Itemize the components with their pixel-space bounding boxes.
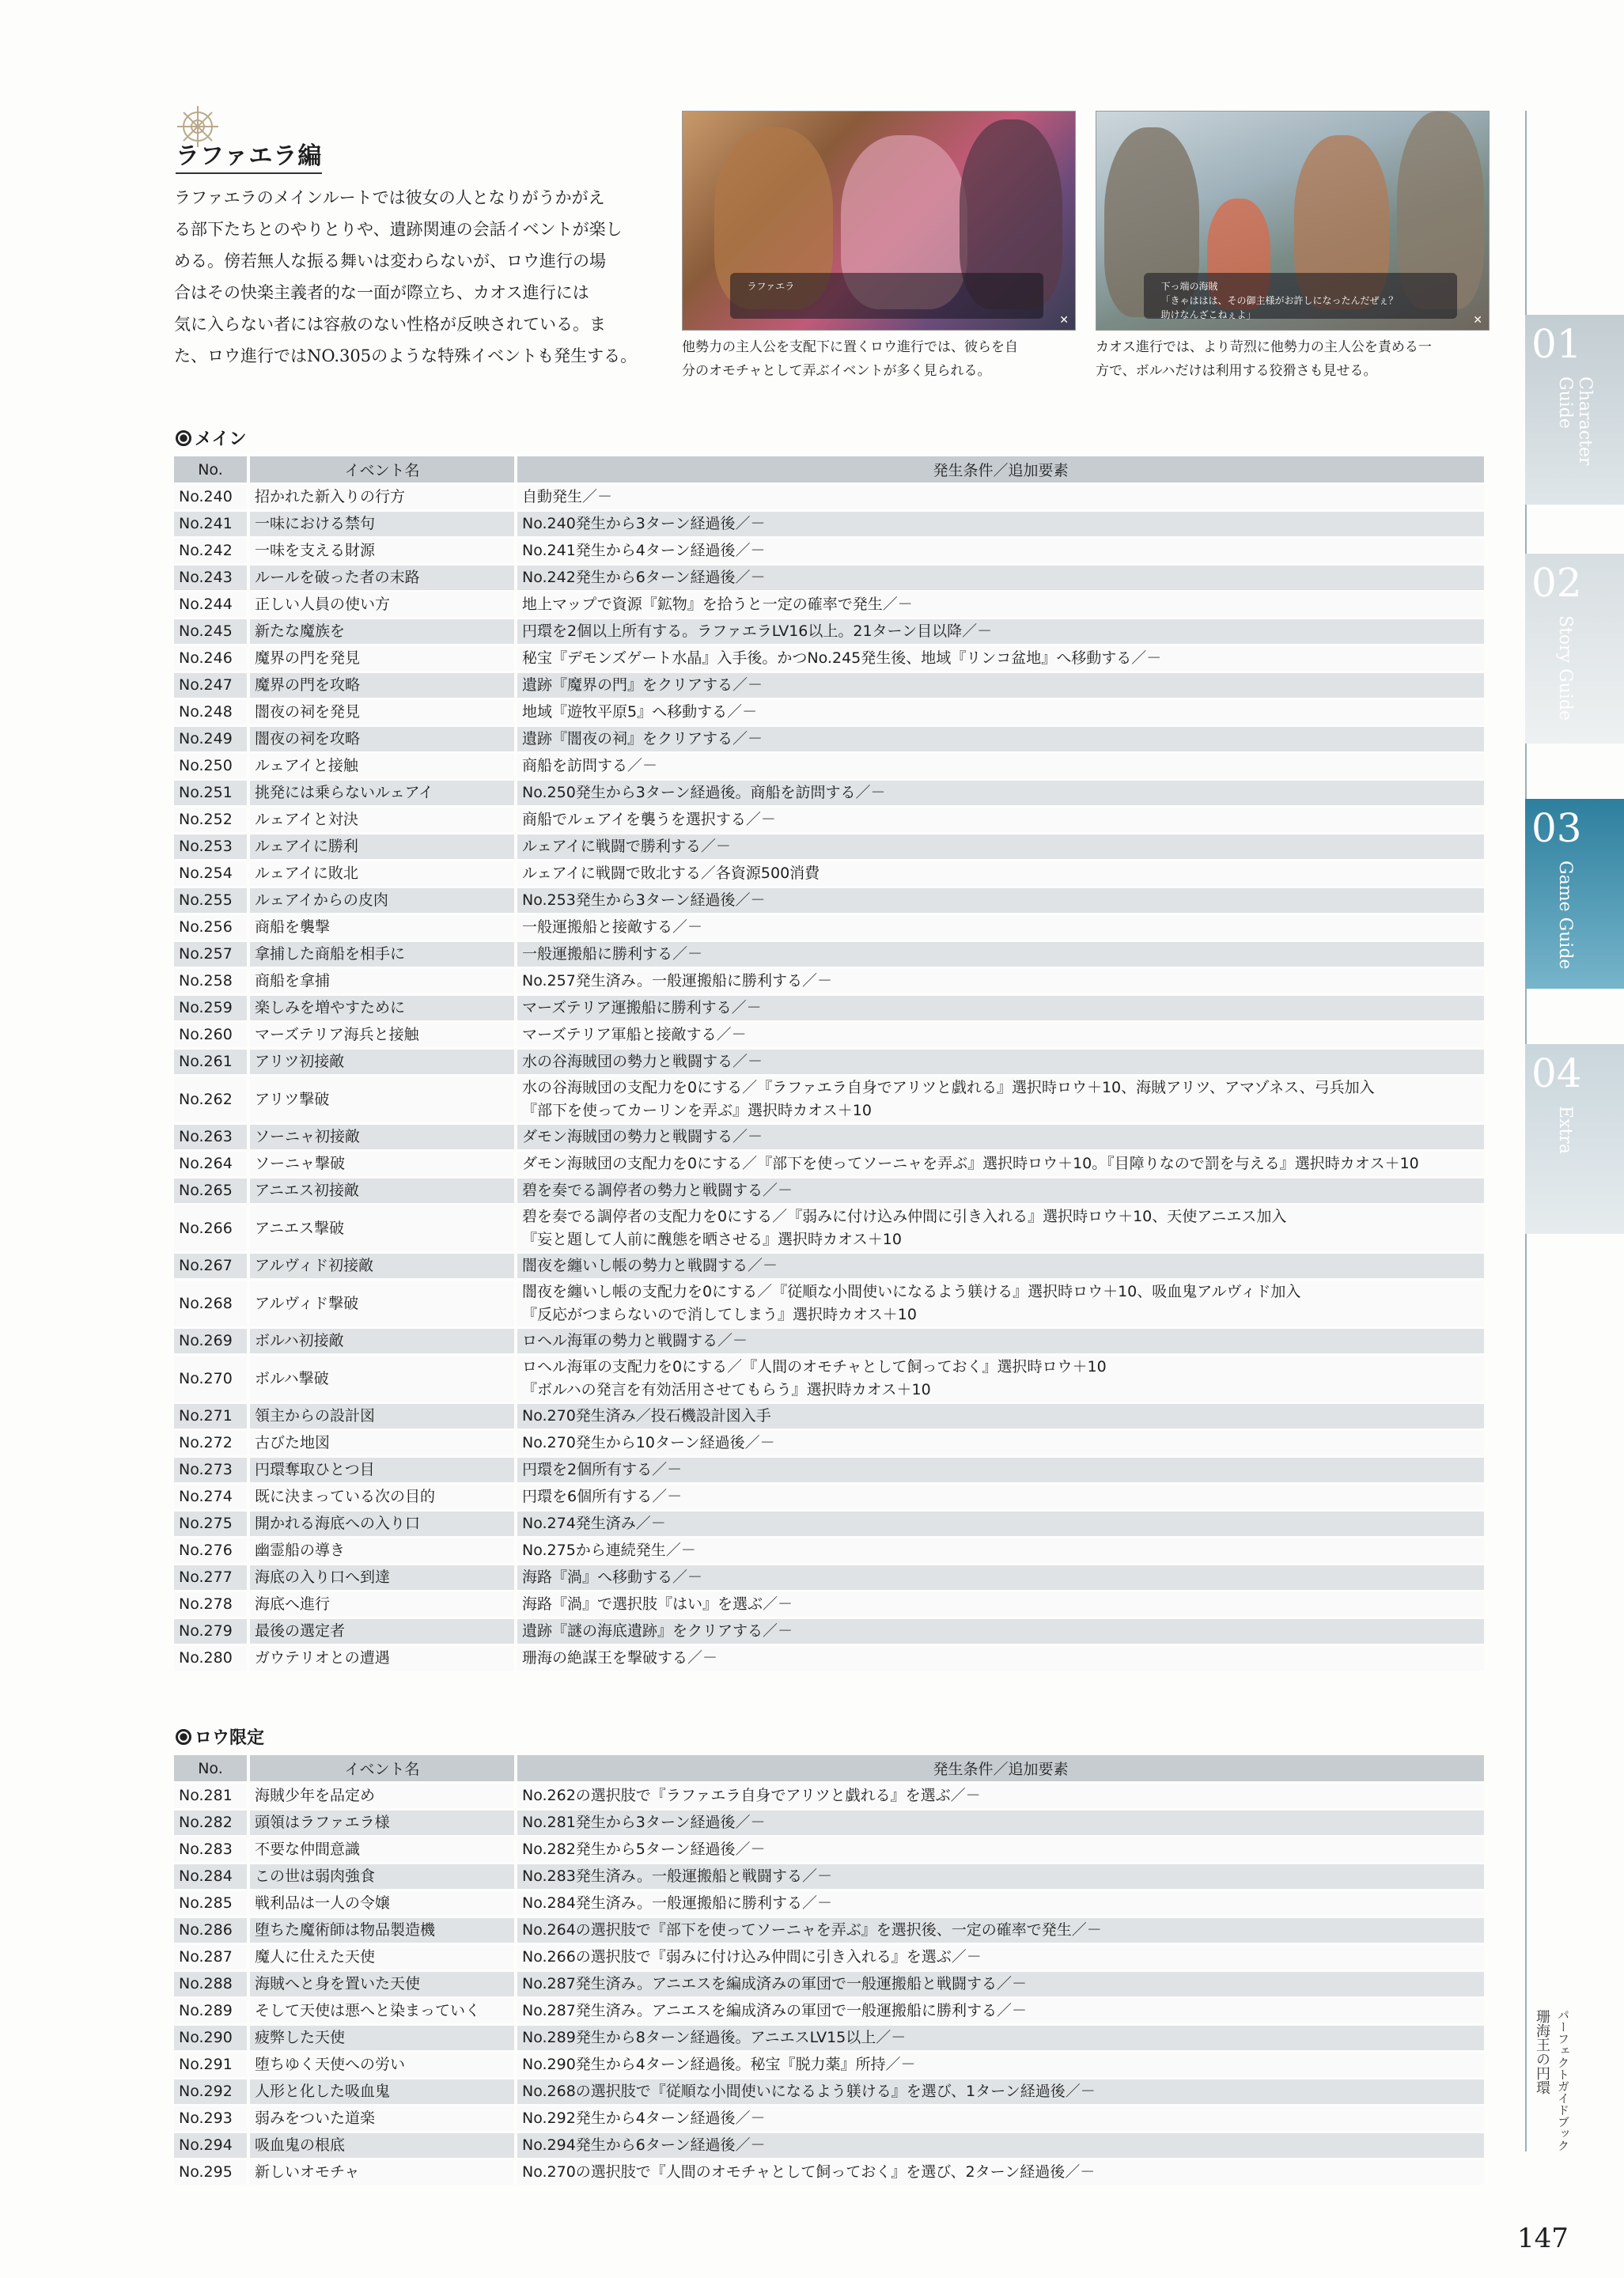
event-condition: 一般運搬船と接敵する／－ — [517, 915, 1487, 940]
table-row — [174, 539, 1487, 563]
event-number: No.293 — [174, 2106, 250, 2131]
event-name: 海底へ進行 — [250, 1592, 517, 1617]
event-name: ルェアイと対決 — [250, 808, 517, 832]
event-name: 不要な仲間意識 — [250, 1837, 517, 1862]
tab-game-guide[interactable] — [1525, 799, 1624, 989]
event-condition: 水の谷海賊団の勢力と戦闘する／－ — [517, 1050, 1487, 1074]
event-name: 古びた地図 — [250, 1431, 517, 1455]
event-name: ボルハ撃破 — [250, 1356, 517, 1402]
event-number: No.253 — [174, 834, 250, 859]
dialog-line: 「きゃははは、その御主様がお許しになったんだぜぇ？ — [1160, 295, 1399, 306]
event-name: 魔人に仕えた天使 — [250, 1945, 517, 1970]
event-name: ルェアイに勝利 — [250, 834, 517, 859]
table-row — [174, 1281, 1487, 1326]
event-condition: 水の谷海賊団の支配力を0にする／『ラファエラ自身でアリツと戯れる』選択時ロウ＋10、海賊アリツ、アマゾネス、弓兵加入 『部下を使ってカーリンを弄ぶ』選択時カオス＋10 — [517, 1077, 1487, 1122]
event-number: No.292 — [174, 2079, 250, 2104]
table-row — [174, 1356, 1487, 1402]
table-row — [174, 996, 1487, 1020]
table-row — [174, 1329, 1487, 1353]
event-condition: No.282発生から5ターン経過後／－ — [517, 1837, 1487, 1862]
event-number: No.268 — [174, 1281, 250, 1326]
event-name: 闇夜の祠を攻略 — [250, 727, 517, 751]
main-heading — [176, 426, 247, 450]
tab-label: Story Guide — [1555, 615, 1575, 721]
event-name: 一味における禁句 — [250, 512, 517, 536]
dialog-box — [1144, 273, 1458, 319]
event-condition: No.253発生から3ターン経過後／－ — [517, 888, 1487, 913]
event-number: No.294 — [174, 2133, 250, 2158]
event-condition: 碧を奏でる調停者の勢力と戦闘する／－ — [517, 1179, 1487, 1203]
event-number: No.244 — [174, 592, 250, 617]
header-condition: 発生条件／追加要素 — [517, 1755, 1487, 1781]
table-row — [174, 1205, 1487, 1251]
event-condition: No.242発生から6ターン経過後／－ — [517, 566, 1487, 590]
event-number: No.263 — [174, 1125, 250, 1149]
tab-label: Game Guide — [1555, 861, 1575, 970]
event-condition: No.287発生済み。アニエスを編成済みの軍団で一般運搬船と戦闘する／－ — [517, 1972, 1487, 1996]
close-mark-icon: ✕ — [1059, 314, 1069, 327]
table-row — [174, 942, 1487, 967]
event-number: No.290 — [174, 2026, 250, 2050]
table-row — [174, 619, 1487, 644]
event-condition: 円環を2個所有する／－ — [517, 1458, 1487, 1482]
law-heading-label: ロウ限定 — [195, 1728, 265, 1748]
table-row — [174, 1646, 1487, 1671]
event-number: No.295 — [174, 2160, 250, 2185]
event-condition: No.241発生から4ターン経過後／－ — [517, 539, 1487, 563]
table-row — [174, 1152, 1487, 1176]
event-number: No.277 — [174, 1565, 250, 1590]
header-condition: 発生条件／追加要素 — [517, 456, 1487, 482]
event-name: アルヴィド初接敵 — [250, 1254, 517, 1278]
table-row — [174, 646, 1487, 671]
event-name: 海賊少年を品定め — [250, 1784, 517, 1808]
event-number: No.282 — [174, 1811, 250, 1835]
event-number: No.256 — [174, 915, 250, 940]
event-condition: No.270発生から10ターン経過後／－ — [517, 1431, 1487, 1455]
event-number: No.270 — [174, 1356, 250, 1402]
table-row — [174, 781, 1487, 805]
event-condition: No.264の選択肢で『部下を使ってソーニャを弄ぶ』を選択後、一定の確率で発生／－ — [517, 1918, 1487, 1943]
event-number: No.257 — [174, 942, 250, 967]
bullet-icon — [176, 430, 191, 446]
tab-extra[interactable] — [1525, 1044, 1624, 1234]
event-name: アリツ撃破 — [250, 1077, 517, 1122]
event-name: 一味を支える財源 — [250, 539, 517, 563]
intro-line: た、ロウ進行ではNO.305のような特殊イベントも発生する。 — [174, 346, 638, 365]
table-row — [174, 1999, 1487, 2023]
table-row — [174, 1864, 1487, 1889]
table-row — [174, 1512, 1487, 1536]
table-row — [174, 1619, 1487, 1644]
event-name: そして天使は悪へと染まっていく — [250, 1999, 517, 2023]
table-row — [174, 1458, 1487, 1482]
event-name: この世は弱肉強食 — [250, 1864, 517, 1889]
event-number: No.278 — [174, 1592, 250, 1617]
table-row — [174, 1179, 1487, 1203]
tab-character-guide[interactable] — [1525, 315, 1624, 505]
event-name: 円環奪取ひとつ目 — [250, 1458, 517, 1482]
event-condition: 闇夜を纏いし帳の支配力を0にする／『従順な小間使いになるよう躾ける』選択時ロウ＋10、吸血鬼アルヴィド加入 『反応がつまらないので消してしまう』選択時カオス＋10 — [517, 1281, 1487, 1326]
event-condition: No.281発生から3ターン経過後／－ — [517, 1811, 1487, 1835]
event-condition: No.270発生済み／投石機設計図入手 — [517, 1404, 1487, 1428]
event-condition: No.257発生済み。一般運搬船に勝利する／－ — [517, 969, 1487, 993]
table-row — [174, 2133, 1487, 2158]
table-row — [174, 1077, 1487, 1122]
intro-line: る部下たちとのやりとりや、遺跡関連の会話イベントが楽し — [174, 220, 623, 239]
event-number: No.279 — [174, 1619, 250, 1644]
intro-text — [174, 182, 649, 372]
event-name: ソーニャ撃破 — [250, 1152, 517, 1176]
event-condition: No.287発生済み。アニエスを編成済みの軍団で一般運搬船に勝利する／－ — [517, 1999, 1487, 2023]
event-condition: 珊海の絶謀王を撃破する／－ — [517, 1646, 1487, 1671]
screenshot-caption — [1096, 335, 1491, 383]
event-number: No.275 — [174, 1512, 250, 1536]
book-subtitle: パーフェクトガイドブック — [1556, 2009, 1570, 2151]
table-row — [174, 861, 1487, 886]
event-number: No.280 — [174, 1646, 250, 1671]
tab-number: 03 — [1531, 805, 1582, 851]
event-name: マーズテリア海兵と接触 — [250, 1023, 517, 1047]
table-row — [174, 2160, 1487, 2185]
table-row — [174, 1918, 1487, 1943]
caption-line: 分のオモチャとして弄ぶイベントが多く見られる。 — [682, 363, 991, 379]
event-name: 既に決まっている次の目的 — [250, 1485, 517, 1509]
table-row — [174, 915, 1487, 940]
event-number: No.276 — [174, 1538, 250, 1563]
event-number: No.266 — [174, 1205, 250, 1251]
close-mark-icon: ✕ — [1473, 314, 1482, 327]
event-condition: ダモン海賊団の支配力を0にする／『部下を使ってソーニャを弄ぶ』選択時ロウ＋10。『目障りなので罰を与える』選択時カオス＋10 — [517, 1152, 1487, 1176]
event-condition: 地上マップで資源『鉱物』を拾うと一定の確率で発生／－ — [517, 592, 1487, 617]
event-condition: No.292発生から4ターン経過後／－ — [517, 2106, 1487, 2131]
table-row — [174, 1972, 1487, 1996]
table-row — [174, 1254, 1487, 1278]
table-row — [174, 592, 1487, 617]
event-number: No.274 — [174, 1485, 250, 1509]
dialog-speaker: 下っ端の海賊 — [1160, 281, 1218, 292]
table-row — [174, 512, 1487, 536]
event-condition: No.290発生から4ターン経過後。秘宝『脱力薬』所持／－ — [517, 2053, 1487, 2077]
event-number: No.259 — [174, 996, 250, 1020]
event-number: No.254 — [174, 861, 250, 886]
event-condition: 遺跡『闇夜の祠』をクリアする／－ — [517, 727, 1487, 751]
main-heading-label: メイン — [195, 429, 247, 449]
section-title: ラファエラ編 — [176, 136, 322, 174]
event-number: No.284 — [174, 1864, 250, 1889]
header-no: No. — [174, 456, 250, 482]
event-condition: No.275から連続発生／－ — [517, 1538, 1487, 1563]
event-condition: マーズテリア運搬船に勝利する／－ — [517, 996, 1487, 1020]
table-row — [174, 727, 1487, 751]
event-condition: No.250発生から3ターン経過後。商船を訪問する／－ — [517, 781, 1487, 805]
event-condition: 地域『遊牧平原5』へ移動する／－ — [517, 700, 1487, 725]
event-name: ガウテリオとの遭遇 — [250, 1646, 517, 1671]
tab-label: Character Guide — [1555, 377, 1595, 466]
event-name: 海賊へと身を置いた天使 — [250, 1972, 517, 1996]
main-event-table — [174, 454, 1487, 1673]
event-name: 商船を拿捕 — [250, 969, 517, 993]
event-number: No.249 — [174, 727, 250, 751]
event-number: No.248 — [174, 700, 250, 725]
event-number: No.258 — [174, 969, 250, 993]
event-condition: No.284発生済み。一般運搬船に勝利する／－ — [517, 1891, 1487, 1916]
event-condition: ダモン海賊団の勢力と戦闘する／－ — [517, 1125, 1487, 1149]
table-row — [174, 1565, 1487, 1590]
tab-number: 04 — [1531, 1050, 1582, 1096]
event-name: 新しいオモチャ — [250, 2160, 517, 2185]
event-name: 吸血鬼の根底 — [250, 2133, 517, 2158]
event-name: 商船を襲撃 — [250, 915, 517, 940]
event-condition: No.283発生済み。一般運搬船と戦闘する／－ — [517, 1864, 1487, 1889]
table-row — [174, 1404, 1487, 1428]
event-condition: 遺跡『魔界の門』をクリアする／－ — [517, 673, 1487, 698]
event-number: No.245 — [174, 619, 250, 644]
table-row — [174, 1538, 1487, 1563]
table-row — [174, 1485, 1487, 1509]
event-number: No.250 — [174, 754, 250, 778]
caption-line: カオス進行では、より苛烈に他勢力の主人公を責める一 — [1096, 339, 1432, 355]
event-name: 頭領はラファエラ様 — [250, 1811, 517, 1835]
table-row — [174, 754, 1487, 778]
event-name: ルェアイに敗北 — [250, 861, 517, 886]
event-condition: 闇夜を纏いし帳の勢力と戦闘する／－ — [517, 1254, 1487, 1278]
event-number: No.287 — [174, 1945, 250, 1970]
event-name: 人形と化した吸血鬼 — [250, 2079, 517, 2104]
event-name: 魔界の門を攻略 — [250, 673, 517, 698]
event-number: No.267 — [174, 1254, 250, 1278]
event-name: 弱みをついた道楽 — [250, 2106, 517, 2131]
event-number: No.286 — [174, 1918, 250, 1943]
event-condition: No.268の選択肢で『従順な小間使いになるよう躾ける』を選び、1ターン経過後／－ — [517, 2079, 1487, 2104]
event-name: 新たな魔族を — [250, 619, 517, 644]
event-name: 領主からの設計図 — [250, 1404, 517, 1428]
event-condition: No.266の選択肢で『弱みに付け込み仲間に引き入れる』を選ぶ／－ — [517, 1945, 1487, 1970]
event-condition: 円環を2個以上所有する。ラファエラLV16以上。21ターン目以降／－ — [517, 619, 1487, 644]
dialog-box — [730, 273, 1044, 319]
event-name: ソーニャ初接敵 — [250, 1125, 517, 1149]
event-name: 招かれた新入りの行方 — [250, 485, 517, 509]
event-condition: No.274発生済み／－ — [517, 1512, 1487, 1536]
event-condition: 碧を奏でる調停者の支配力を0にする／『弱みに付け込み仲間に引き入れる』選択時ロウ＋10、天使アニエス加入 『妄と題して人前に醜態を晒させる』選択時カオス＋10 — [517, 1205, 1487, 1251]
event-number: No.288 — [174, 1972, 250, 1996]
event-number: No.269 — [174, 1329, 250, 1353]
event-number: No.261 — [174, 1050, 250, 1074]
event-number: No.285 — [174, 1891, 250, 1916]
event-name: 闇夜の祠を発見 — [250, 700, 517, 725]
table-row — [174, 2026, 1487, 2050]
event-number: No.272 — [174, 1431, 250, 1455]
tab-number: 02 — [1531, 560, 1582, 606]
dialog-speaker: ラファエラ — [747, 281, 795, 292]
table-row — [174, 2079, 1487, 2104]
dialog-line: 助けなんざこねぇよ」 — [1160, 309, 1256, 320]
event-condition: ロヘル海軍の勢力と戦闘する／－ — [517, 1329, 1487, 1353]
table-row — [174, 673, 1487, 698]
event-condition: 自動発生／－ — [517, 485, 1487, 509]
event-name: 堕ちゆく天使への労い — [250, 2053, 517, 2077]
event-number: No.241 — [174, 512, 250, 536]
event-number: No.281 — [174, 1784, 250, 1808]
event-number: No.289 — [174, 1999, 250, 2023]
event-name: ルールを破った者の末路 — [250, 566, 517, 590]
event-name: 開かれる海底への入り口 — [250, 1512, 517, 1536]
table-row — [174, 700, 1487, 725]
table-row — [174, 1050, 1487, 1074]
dialog-text — [1161, 279, 1445, 322]
event-condition: 商船でルェアイを襲うを選択する／－ — [517, 808, 1487, 832]
table-row — [174, 1784, 1487, 1808]
event-name: 楽しみを増やすために — [250, 996, 517, 1020]
screenshot-caption — [682, 335, 1077, 383]
book-title: 珊海王の円環 — [1534, 2009, 1550, 2094]
event-condition: マーズテリア軍船と接敵する／－ — [517, 1023, 1487, 1047]
event-number: No.255 — [174, 888, 250, 913]
tab-story-guide[interactable] — [1525, 554, 1624, 744]
caption-line: 他勢力の主人公を支配下に置くロウ進行では、彼らを自 — [682, 339, 1018, 355]
event-condition: 海路『渦』で選択肢『はい』を選ぶ／－ — [517, 1592, 1487, 1617]
event-condition: 秘宝『デモンズゲート水晶』入手後。かつNo.245発生後、地域『リンコ盆地』へ移動する／－ — [517, 646, 1487, 671]
event-name: ルェアイと接触 — [250, 754, 517, 778]
event-name: 幽霊船の導き — [250, 1538, 517, 1563]
event-number: No.243 — [174, 566, 250, 590]
header-event-name: イベント名 — [250, 1755, 517, 1781]
event-number: No.271 — [174, 1404, 250, 1428]
table-row — [174, 1023, 1487, 1047]
event-condition: ロヘル海軍の支配力を0にする／『人間のオモチャとして飼っておく』選択時ロウ＋10 『ボルハの発言を有効活用させてもらう』選択時カオス＋10 — [517, 1356, 1487, 1402]
event-condition: 海路『渦』へ移動する／－ — [517, 1565, 1487, 1590]
event-condition: No.240発生から3ターン経過後／－ — [517, 512, 1487, 536]
intro-line: ラファエラのメインルートでは彼女の人となりがうかがえ — [174, 188, 605, 207]
table-row — [174, 566, 1487, 590]
event-name: 魔界の門を発見 — [250, 646, 517, 671]
event-condition: ルェアイに戦闘で敗北する／各資源500消費 — [517, 861, 1487, 886]
event-name: アリツ初接敵 — [250, 1050, 517, 1074]
event-condition: 一般運搬船に勝利する／－ — [517, 942, 1487, 967]
table-row — [174, 808, 1487, 832]
table-row — [174, 485, 1487, 509]
event-condition: ルェアイに戦闘で勝利する／－ — [517, 834, 1487, 859]
table-row — [174, 2053, 1487, 2077]
table-row — [174, 1125, 1487, 1149]
intro-line: める。傍若無人な振る舞いは変わらないが、ロウ進行の場 — [174, 252, 606, 271]
event-name: 海底の入り口へ到達 — [250, 1565, 517, 1590]
event-name: アニエス撃破 — [250, 1205, 517, 1251]
event-name: 最後の選定者 — [250, 1619, 517, 1644]
event-condition: No.294発生から6ターン経過後／－ — [517, 2133, 1487, 2158]
event-condition: 円環を6個所有する／－ — [517, 1485, 1487, 1509]
header-no: No. — [174, 1755, 250, 1781]
event-condition: No.289発生から8ターン経過後。アニエスLV15以上／－ — [517, 2026, 1487, 2050]
event-name: 拿捕した商船を相手に — [250, 942, 517, 967]
event-number: No.251 — [174, 781, 250, 805]
event-number: No.264 — [174, 1152, 250, 1176]
event-number: No.240 — [174, 485, 250, 509]
event-number: No.252 — [174, 808, 250, 832]
game-screenshot-law — [682, 111, 1076, 331]
event-number: No.291 — [174, 2053, 250, 2077]
event-number: No.242 — [174, 539, 250, 563]
table-row — [174, 1891, 1487, 1916]
event-name: アルヴィド撃破 — [250, 1281, 517, 1326]
caption-line: 方で、ボルハだけは利用する狡猾さも見せる。 — [1096, 363, 1377, 379]
page-number: 147 — [1517, 2223, 1569, 2254]
event-condition: 遺跡『謎の海底遺跡』をクリアする／－ — [517, 1619, 1487, 1644]
table-row — [174, 1431, 1487, 1455]
event-number: No.283 — [174, 1837, 250, 1862]
table-row — [174, 1811, 1487, 1835]
table-row — [174, 969, 1487, 993]
event-name: ボルハ初接敵 — [250, 1329, 517, 1353]
header-event-name: イベント名 — [250, 456, 517, 482]
table-row — [174, 888, 1487, 913]
table-row — [174, 834, 1487, 859]
event-number: No.246 — [174, 646, 250, 671]
table-row — [174, 1837, 1487, 1862]
event-number: No.273 — [174, 1458, 250, 1482]
law-event-table — [174, 1753, 1487, 2187]
tab-number: 01 — [1531, 321, 1582, 367]
event-name: アニエス初接敵 — [250, 1179, 517, 1203]
event-condition: No.270の選択肢で『人間のオモチャとして飼っておく』を選び、2ターン経過後／－ — [517, 2160, 1487, 2185]
game-screenshot-chaos — [1096, 111, 1490, 331]
table-row — [174, 2106, 1487, 2131]
tab-label: Extra — [1555, 1106, 1575, 1154]
event-number: No.260 — [174, 1023, 250, 1047]
event-condition: 商船を訪問する／－ — [517, 754, 1487, 778]
event-number: No.247 — [174, 673, 250, 698]
event-name: ルェアイからの皮肉 — [250, 888, 517, 913]
bullet-icon — [176, 1729, 191, 1745]
event-name: 堕ちた魔術師は物品製造機 — [250, 1918, 517, 1943]
law-heading — [176, 1724, 264, 1749]
event-name: 疲弊した天使 — [250, 2026, 517, 2050]
intro-line: 合はその快楽主義者的な一面が際立ち、カオス進行には — [174, 283, 589, 302]
event-name: 戦利品は一人の令嬢 — [250, 1891, 517, 1916]
table-row — [174, 1592, 1487, 1617]
event-name: 挑発には乗らないルェアイ — [250, 781, 517, 805]
intro-line: 気に入らない者には容赦のない性格が反映されている。ま — [174, 315, 606, 334]
event-condition: No.262の選択肢で『ラファエラ自身でアリツと戯れる』を選ぶ／－ — [517, 1784, 1487, 1808]
event-number: No.262 — [174, 1077, 250, 1122]
event-name: 正しい人員の使い方 — [250, 592, 517, 617]
table-row — [174, 1945, 1487, 1970]
event-number: No.265 — [174, 1179, 250, 1203]
